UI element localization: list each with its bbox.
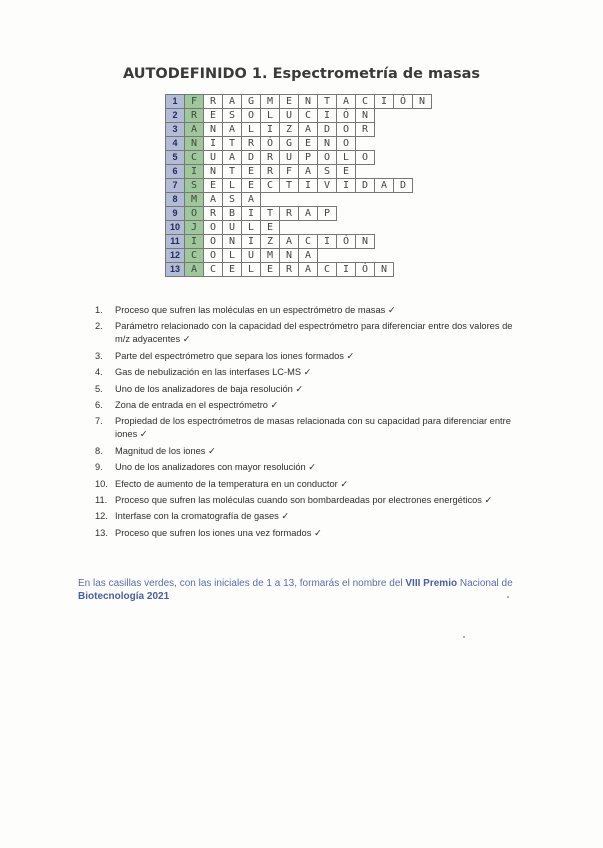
clue-item xyxy=(95,461,525,474)
grid-cell: I xyxy=(204,137,223,151)
footer-bold-2: Biotecnología 2021 xyxy=(78,591,170,602)
grid-cell: E xyxy=(299,137,318,151)
clue-item xyxy=(95,383,525,396)
grid-cell: Ó xyxy=(356,263,375,277)
clue-number: 5. xyxy=(95,383,103,394)
grid-initial-cell: I xyxy=(185,165,204,179)
grid-cell: M xyxy=(261,249,280,263)
grid-cell: R xyxy=(261,165,280,179)
footer-bold-1: VIII Premio xyxy=(405,578,458,589)
grid-cell: C xyxy=(299,109,318,123)
grid-cell: N xyxy=(356,109,375,123)
grid-cell: O xyxy=(204,249,223,263)
grid-row xyxy=(166,123,432,137)
grid-cell: G xyxy=(280,137,299,151)
speck xyxy=(507,596,509,598)
clue-item xyxy=(95,304,525,317)
grid-cell: E xyxy=(242,165,261,179)
grid-initial-cell: C xyxy=(185,249,204,263)
grid-cell: A xyxy=(299,263,318,277)
grid-cell: R xyxy=(280,263,299,277)
grid-cell: S xyxy=(223,109,242,123)
grid-row xyxy=(166,207,432,221)
clue-item xyxy=(95,494,525,507)
grid-cell: N xyxy=(280,249,299,263)
grid-cell: T xyxy=(261,207,280,221)
grid-cell: E xyxy=(261,221,280,235)
grid-cell: A xyxy=(223,95,242,109)
grid-cell: U xyxy=(204,151,223,165)
clue-text: Efecto de aumento de la temperatura en un conductor ✓ xyxy=(115,478,349,489)
grid-cell: O xyxy=(204,221,223,235)
grid-cell: Ó xyxy=(394,95,413,109)
grid-cell: T xyxy=(223,137,242,151)
grid-cell: O xyxy=(242,109,261,123)
clue-text: Parámetro relacionado con la capacidad del espectrómetro para diferenciar entre dos valores de m/z adyacentes ✓ xyxy=(115,321,513,345)
grid-cell: D xyxy=(318,123,337,137)
clue-number: 11. xyxy=(95,494,108,505)
grid-row xyxy=(166,263,432,277)
grid-initial-cell: A xyxy=(185,263,204,277)
grid-cell: R xyxy=(204,207,223,221)
clue-number: 3. xyxy=(95,350,103,361)
grid-cell: O xyxy=(337,137,356,151)
grid-cell: L xyxy=(223,179,242,193)
grid-row xyxy=(166,235,432,249)
grid-initial-cell: S xyxy=(185,179,204,193)
grid-cell: B xyxy=(223,207,242,221)
clue-text: Propiedad de los espectrómetros de masas relacionada con su capacidad para diferenciar entre iones ✓ xyxy=(115,416,511,440)
grid-row xyxy=(166,221,432,235)
grid-cell: N xyxy=(413,95,432,109)
clue-list xyxy=(95,304,525,543)
grid-cell: C xyxy=(299,235,318,249)
grid-row-number: 2 xyxy=(166,109,185,123)
grid-initial-cell: O xyxy=(185,207,204,221)
clue-item xyxy=(95,399,525,412)
grid-cell: I xyxy=(318,235,337,249)
grid-cell: F xyxy=(280,165,299,179)
grid-cell: N xyxy=(356,235,375,249)
clue-item xyxy=(95,445,525,458)
grid-cell: T xyxy=(318,95,337,109)
clue-item xyxy=(95,320,525,346)
clue-item xyxy=(95,478,525,491)
grid-cell: G xyxy=(242,95,261,109)
grid-cell: C xyxy=(204,263,223,277)
grid-cell: O xyxy=(356,151,375,165)
grid-cell: A xyxy=(204,193,223,207)
clue-item xyxy=(95,415,525,441)
page-title: AUTODEFINIDO 1. Espectrometría de masas xyxy=(122,66,480,82)
grid-cell: Ó xyxy=(337,109,356,123)
grid-cell: U xyxy=(223,221,242,235)
clue-text: Uno de los analizadores de baja resolución ✓ xyxy=(115,383,304,394)
grid-row-number: 3 xyxy=(166,123,185,137)
grid-cell: N xyxy=(318,137,337,151)
clue-number: 4. xyxy=(95,367,103,378)
grid-row-number: 4 xyxy=(166,137,185,151)
grid-cell: A xyxy=(299,165,318,179)
grid-cell: M xyxy=(261,95,280,109)
grid-initial-cell: J xyxy=(185,221,204,235)
grid-initial-cell: R xyxy=(185,109,204,123)
clue-text: Gas de nebulización en las interfases LC-MS ✓ xyxy=(115,367,312,378)
grid-cell: O xyxy=(337,123,356,137)
clue-number: 6. xyxy=(95,399,103,410)
footer-note xyxy=(78,577,518,603)
grid-cell: R xyxy=(261,151,280,165)
grid-cell: A xyxy=(299,123,318,137)
grid-row-number: 6 xyxy=(166,165,185,179)
grid-cell: T xyxy=(280,179,299,193)
grid-cell: R xyxy=(280,207,299,221)
grid-row xyxy=(166,165,432,179)
grid-row-number: 1 xyxy=(166,95,185,109)
grid-cell: L xyxy=(337,151,356,165)
clue-text: Magnitud de los iones ✓ xyxy=(115,445,216,456)
grid-cell: I xyxy=(299,179,318,193)
grid-cell: A xyxy=(337,95,356,109)
grid-cell: I xyxy=(242,235,261,249)
grid-cell: E xyxy=(223,263,242,277)
grid-cell: I xyxy=(337,263,356,277)
grid-cell: C xyxy=(318,263,337,277)
grid-cell: S xyxy=(223,193,242,207)
grid-cell: Z xyxy=(261,235,280,249)
grid-cell: E xyxy=(204,109,223,123)
speck xyxy=(463,636,465,638)
grid-cell: S xyxy=(318,165,337,179)
clue-text: Interfase con la cromatografía de gases ✓ xyxy=(115,511,290,522)
grid-cell: L xyxy=(242,123,261,137)
grid-cell: L xyxy=(242,263,261,277)
grid-row-number: 8 xyxy=(166,193,185,207)
grid-cell: D xyxy=(242,151,261,165)
grid-cell: R xyxy=(204,95,223,109)
grid-initial-cell: A xyxy=(185,123,204,137)
clue-number: 1. xyxy=(95,305,103,315)
grid-cell: I xyxy=(242,207,261,221)
grid-cell: Z xyxy=(280,123,299,137)
grid-cell: V xyxy=(318,179,337,193)
grid-row xyxy=(166,137,432,151)
grid-cell: R xyxy=(356,123,375,137)
grid-cell: L xyxy=(261,109,280,123)
grid-cell: D xyxy=(394,179,413,193)
grid-cell: T xyxy=(223,165,242,179)
grid-cell: O xyxy=(204,235,223,249)
grid-row-number: 10 xyxy=(166,221,185,235)
grid-cell: A xyxy=(299,249,318,263)
grid-row-number: 12 xyxy=(166,249,185,263)
grid-cell: N xyxy=(223,235,242,249)
clue-item xyxy=(95,350,525,363)
grid-cell: P xyxy=(299,151,318,165)
grid-cell: I xyxy=(337,179,356,193)
clue-number: 8. xyxy=(95,445,103,456)
clue-text: Uno de los analizadores con mayor resolución ✓ xyxy=(115,462,317,473)
grid-cell: A xyxy=(242,193,261,207)
grid-cell: U xyxy=(280,151,299,165)
grid-initial-cell: N xyxy=(185,137,204,151)
grid-cell: L xyxy=(223,249,242,263)
grid-cell: A xyxy=(375,179,394,193)
grid-cell: C xyxy=(261,179,280,193)
grid-cell: D xyxy=(356,179,375,193)
grid-cell: I xyxy=(375,95,394,109)
grid-initial-cell: C xyxy=(185,151,204,165)
grid-cell: E xyxy=(261,263,280,277)
footer-text-2: Nacional de xyxy=(457,578,513,589)
grid-cell: Ó xyxy=(337,235,356,249)
grid-cell: I xyxy=(261,123,280,137)
grid-cell: Ó xyxy=(261,137,280,151)
clue-item xyxy=(95,510,525,523)
crossword-grid xyxy=(165,94,432,277)
grid-cell: E xyxy=(337,165,356,179)
clue-number: 13. xyxy=(95,527,108,538)
grid-row xyxy=(166,151,432,165)
clue-text: Zona de entrada en el espectrómetro ✓ xyxy=(115,399,279,410)
grid-initial-cell: M xyxy=(185,193,204,207)
grid-row xyxy=(166,249,432,263)
grid-row-number: 7 xyxy=(166,179,185,193)
clue-number: 2. xyxy=(95,321,103,332)
grid-row xyxy=(166,109,432,123)
clue-number: 9. xyxy=(95,462,103,473)
clue-text: Parte del espectrómetro que separa los iones formados ✓ xyxy=(115,350,355,361)
grid-cell: R xyxy=(242,137,261,151)
grid-cell: A xyxy=(223,151,242,165)
grid-row-number: 9 xyxy=(166,207,185,221)
grid-cell: N xyxy=(204,165,223,179)
grid-cell: C xyxy=(356,95,375,109)
grid-cell: I xyxy=(318,109,337,123)
grid-row-number: 5 xyxy=(166,151,185,165)
grid-cell: N xyxy=(204,123,223,137)
grid-cell: U xyxy=(280,109,299,123)
clue-number: 7. xyxy=(95,416,103,427)
clue-item xyxy=(95,366,525,379)
grid-cell: O xyxy=(318,151,337,165)
grid-cell: E xyxy=(204,179,223,193)
clue-text: Proceso que sufren las moléculas cuando son bombardeadas por electrones energéticos ✓ xyxy=(115,494,493,505)
grid-cell: P xyxy=(318,207,337,221)
clue-text: Proceso que sufren las moléculas en un espectrómetro de masas ✓ xyxy=(115,305,396,315)
grid-row-number: 13 xyxy=(166,263,185,277)
clue-number: 12. xyxy=(95,511,108,522)
clue-number: 10. xyxy=(95,478,108,489)
grid-cell: U xyxy=(242,249,261,263)
grid-cell: N xyxy=(299,95,318,109)
grid-row xyxy=(166,179,432,193)
grid-cell: L xyxy=(242,221,261,235)
footer-text-1: En las casillas verdes, con las iniciales de 1 a 13, formarás el nombre del xyxy=(78,578,406,589)
grid-cell: A xyxy=(299,207,318,221)
grid-row-number: 11 xyxy=(166,235,185,249)
clue-text: Proceso que sufren los iones una vez formados ✓ xyxy=(115,527,322,538)
grid-cell: E xyxy=(242,179,261,193)
grid-cell: E xyxy=(280,95,299,109)
grid-row xyxy=(166,193,432,207)
clue-item xyxy=(95,527,525,540)
grid-initial-cell: I xyxy=(185,235,204,249)
grid-cell: N xyxy=(375,263,394,277)
grid-cell: A xyxy=(223,123,242,137)
grid-cell: A xyxy=(280,235,299,249)
grid-row xyxy=(166,95,432,109)
grid-initial-cell: F xyxy=(185,95,204,109)
